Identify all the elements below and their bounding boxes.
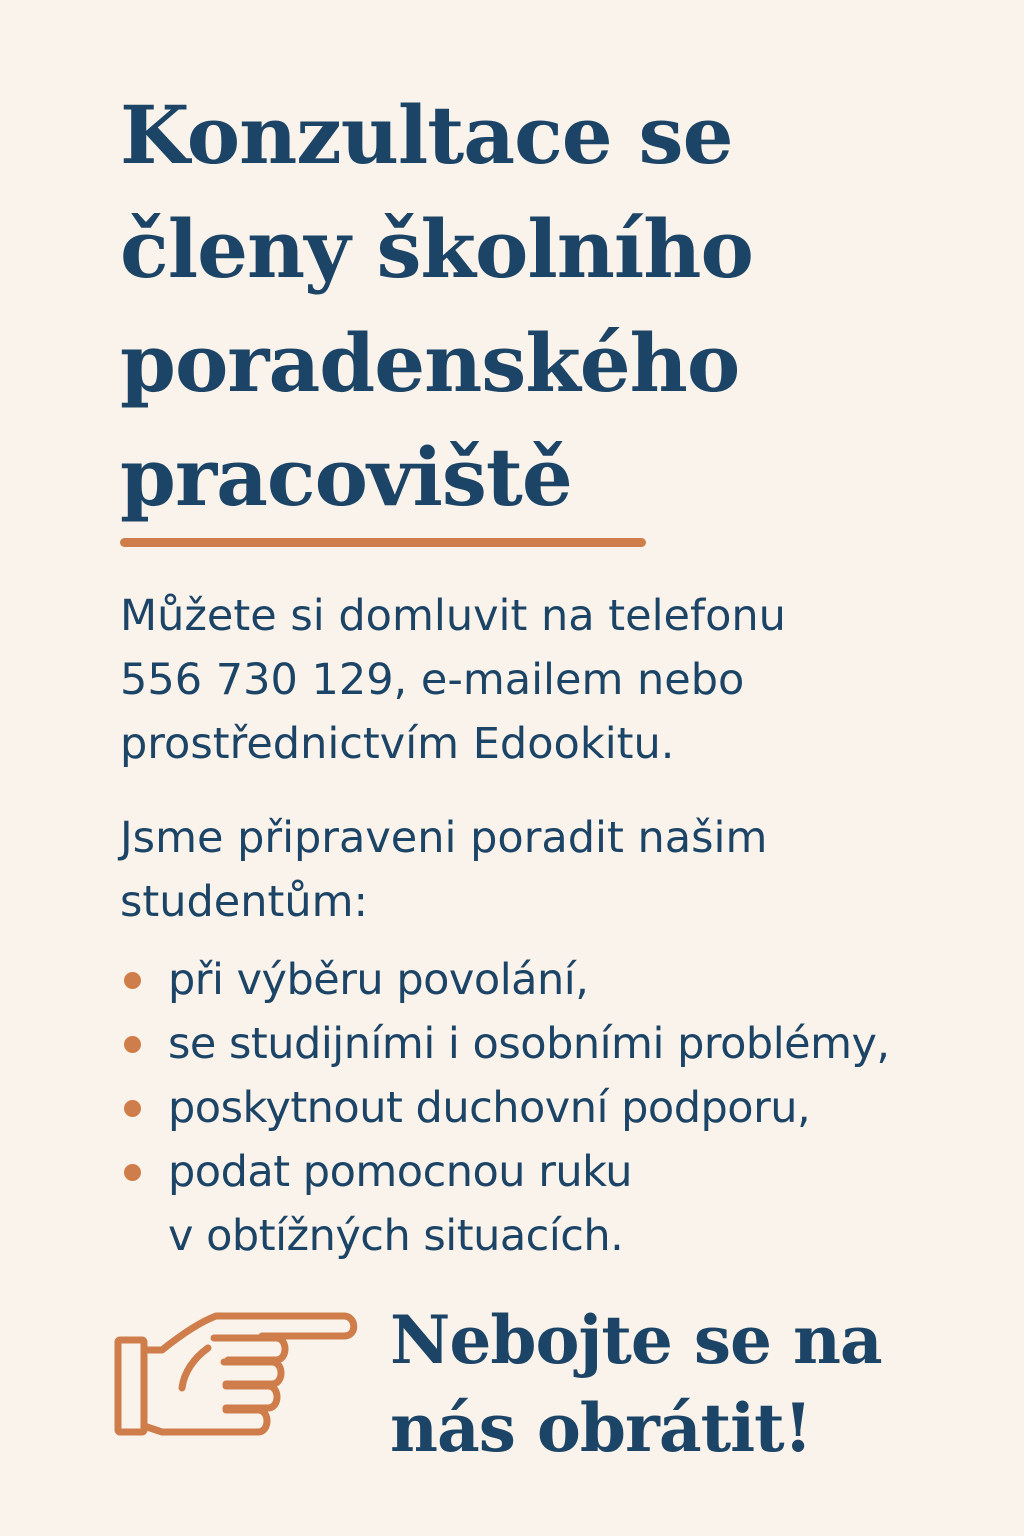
- closing-line: nás obrátit!: [390, 1389, 812, 1467]
- intro-line: Jsme připraveni poradit našim: [120, 813, 768, 863]
- title-line: pracoviště: [120, 430, 572, 524]
- closing-message: [390, 1296, 990, 1472]
- contact-line: Můžete si domluvit na telefonu: [120, 591, 786, 641]
- title-underline-divider: [120, 538, 646, 547]
- intro-paragraph: [120, 806, 980, 934]
- bullet-dot-icon: [124, 1164, 141, 1181]
- intro-line: studentům:: [120, 877, 369, 927]
- list-item-text: podat pomocnou ruku: [168, 1147, 632, 1197]
- bullet-dot-icon: [124, 1036, 141, 1053]
- list-item-continuation: v obtížných situacích.: [168, 1211, 624, 1261]
- list-item-text: poskytnout duchovní podporu,: [168, 1083, 811, 1133]
- pointing-hand-icon: [112, 1308, 362, 1444]
- title-line: Konzultace se: [120, 88, 733, 182]
- page-title: [120, 78, 920, 534]
- contact-paragraph: [120, 584, 980, 776]
- title-line: členy školního: [120, 202, 753, 296]
- list-item-text: při výběru povolání,: [168, 955, 589, 1005]
- closing-line: Nebojte se na: [390, 1301, 882, 1379]
- list-item-text: se studijními i osobními problémy,: [168, 1019, 890, 1069]
- bullet-dot-icon: [124, 972, 141, 989]
- contact-line: prostřednictvím Edookitu.: [120, 719, 675, 769]
- contact-line: 556 730 129, e-mailem nebo: [120, 655, 745, 705]
- list-item: [120, 1140, 1010, 1268]
- list-item: [120, 1076, 1010, 1140]
- title-line: poradenského: [120, 316, 740, 410]
- services-list: [120, 948, 1010, 1268]
- bullet-dot-icon: [124, 1100, 141, 1117]
- list-item: [120, 948, 1010, 1012]
- list-item: [120, 1012, 1010, 1076]
